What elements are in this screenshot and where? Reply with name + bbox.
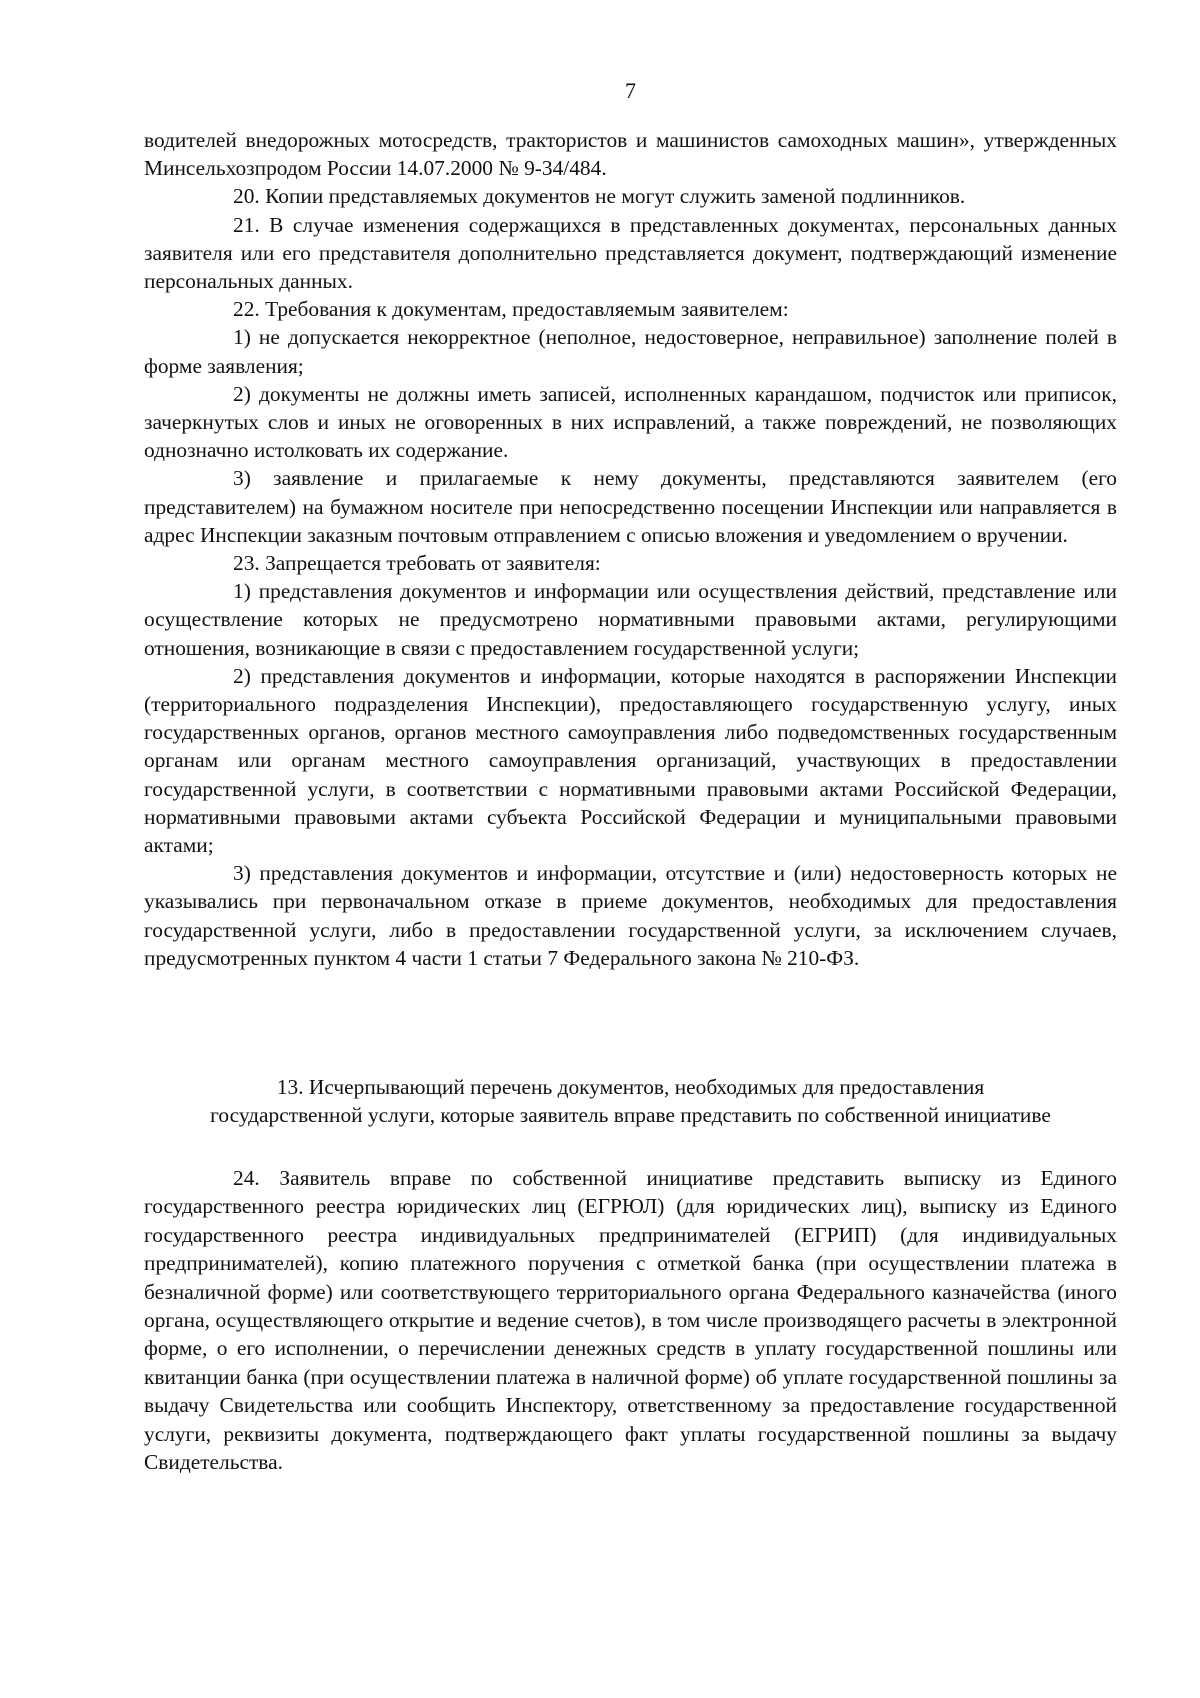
paragraph-23-item-1: 1) представления документов и информации или осуществления действий, представление или осуществление которых не предусмотрено нормативными правовыми актами, регулирующими отношения, возникающие в связи с предоставлением государственной услуги; <box>144 579 1117 660</box>
paragraph-continuation: водителей внедорожных мотосредств, трактористов и машинистов самоходных машин», утвержденных Минсельхозпродом России 14.07.2000 № 9-34/484. <box>144 128 1117 181</box>
paragraph-22-item-2: 2) документы не должны иметь записей, исполненных карандашом, подчисток или приписок, зачеркнутых слов и иных не оговоренных в них исправлений, а также повреждений, не позволяющих однозначно истолковать их содержание. <box>144 381 1117 463</box>
body-text-bottom <box>144 1164 1117 1476</box>
paragraph-22-item-1: 1) не допускается некорректное (неполное, недостоверное, неправильное) заполнение полей в форме заявления; <box>144 325 1117 378</box>
section-heading-line-2: государственной услуги, которые заявитель вправе представить по собственной инициативе <box>210 1103 1051 1128</box>
paragraph-22: 22. Требования к документам, предоставляемым заявителем: <box>233 297 789 322</box>
paragraph-23: 23. Запрещается требовать от заявителя: <box>233 551 601 576</box>
paragraph-23-item-2: 2) представления документов и информации, которые находятся в распоряжении Инспекции (территориального подразделения Инспекции), предоставляющего государственную услугу, иных государственных органов, органов местного самоуправления либо подведомственных государственным органам или органам местного самоуправления организаций, участвующих в предоставлении государственной услуги, в соответствии с нормативными правовыми актами Российской Федерации, нормативными правовыми актами субъекта Российской Федерации и муниципальными правовыми актами; <box>144 663 1117 858</box>
paragraph-20: 20. Копии представляемых документов не могут служить заменой подлинников. <box>233 184 966 209</box>
paragraph-23-item-3: 3) представления документов и информации, отсутствие и (или) недостоверность которых не указывались при первоначальном отказе в приеме документов, необходимых для предоставления государственной услуги, либо в предоставлении государственной услуги, за исключением случаев, предусмотренных пунктом 4 части 1 статьи 7 Федерального закона № 210-ФЗ. <box>144 861 1117 970</box>
paragraph-24: 24. Заявитель вправе по собственной инициативе представить выписку из Единого государственного реестра юридических лиц (ЕГРЮЛ) (для юридических лиц), выписку из Единого государственного реестра индивидуальных предпринимателей (ЕГРИП) (для индивидуальных предпринимателей), копию платежного поручения с отметкой банка (при осуществлении платежа в безналичной форме) или соответствующего территориального органа Федерального казначейства (иного органа, осуществляющего открытие и ведение счетов), в том числе производящего расчеты в электронной форме, о его исполнении, о перечислении денежных средств в уплату государственной пошлины или квитанции банка (при осуществлении платежа в наличной форме) об уплате государственной пошлины за выдачу Свидетельства или сообщить Инспектору, ответственному за предоставление государственной услуги, реквизиты документа, подтверждающего факт уплаты государственной пошлины за выдачу Свидетельства. <box>144 1166 1117 1475</box>
paragraph-21: 21. В случае изменения содержащихся в представленных документах, персональных данных заявителя или его представителя дополнительно представляется документ, подтверждающий изменение персональных данных. <box>144 212 1117 294</box>
page-number: 7 <box>625 78 636 103</box>
body-text-top <box>144 126 1117 972</box>
paragraph-22-item-3: 3) заявление и прилагаемые к нему документы, представляются заявителем (его представителем) на бумажном носителе при непосредственно посещении Инспекции или направляется в адрес Инспекции заказным почтовым отправлением с описью вложения и уведомлением о вручении. <box>144 466 1117 547</box>
section-13-heading <box>144 1073 1117 1129</box>
section-heading-line-1: 13. Исчерпывающий перечень документов, необходимых для предоставления <box>276 1075 985 1099</box>
